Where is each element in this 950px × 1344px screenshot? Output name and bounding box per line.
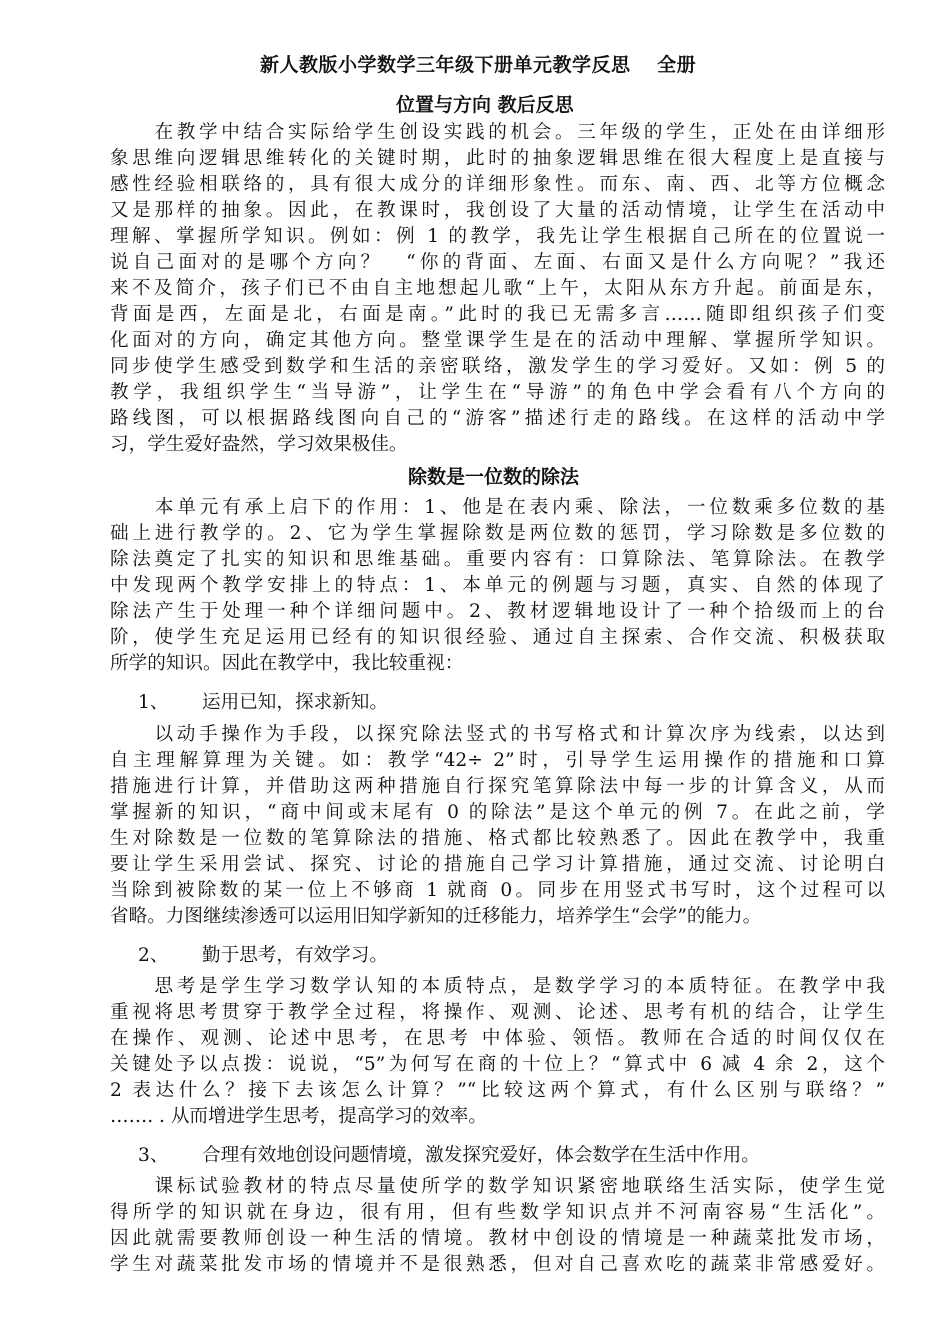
list-item-2 xyxy=(138,941,388,967)
text-line: 因此就需要教师创设一种生活的情境。教材中创设的情境是一种蔬菜批发市场， xyxy=(110,1228,885,1249)
text-line: 来不及简介，孩子们已不由自主地想起儿歌“上午，太阳从东方升起。前面是东， xyxy=(110,278,885,299)
text-line: 说自己面对的是哪个方向？ “你的背面、左面、右面又是什么方向呢？”我还 xyxy=(110,252,885,273)
text-line: 本单元有承上启下的作用：1、他是在表内乘、除法，一位数乘多位数的基 xyxy=(110,497,885,518)
section-heading-division: 除数是一位数的除法 xyxy=(408,466,580,488)
text-line: 课标试验教材的特点尽量使所学的数学知识紧密地联络生活实际，使学生觉 xyxy=(110,1176,885,1197)
section-heading-position-direction: 位置与方向 教后反思 xyxy=(396,94,574,116)
text-line: 省略。力图继续渗透可以运用旧知学新知的迁移能力，培养学生“会学”的能力。 xyxy=(110,906,762,927)
text-line: 教学，我组织学生“当导游”，让学生在“导游”的角色中学会看有八个方向的 xyxy=(110,382,885,403)
text-line: 阶，使学生充足运用已经有的知识很经验、通过自主探索、合作交流、积极获取 xyxy=(110,627,885,648)
text-line: 理解、掌握所学知识。例如：例 1 的教学，我先让学生根据自己所在的位置说一 xyxy=(110,226,885,247)
text-line: 同步使学生感受到数学和生活的亲密联络，激发学生的学习爱好。又如：例 5 的 xyxy=(110,356,885,377)
list-number: 1、 xyxy=(138,692,169,713)
list-number: 2、 xyxy=(138,945,169,966)
list-item-1 xyxy=(138,688,388,714)
text-line: 学生对蔬菜批发市场的情境并不是很熟悉，但对自己喜欢吃的蔬菜非常感爱好。 xyxy=(110,1254,885,1275)
text-line: 在操作、观测、论述中思考，在思考 中体验、领悟。教师在合适的时间仅仅在 xyxy=(110,1028,885,1049)
text-line: 思考是学生学习数学认知的本质特点，是数学学习的本质特征。在教学中我 xyxy=(110,976,885,997)
text-line: 以动手操作为手段，以探究除法竖式的书写格式和计算次序为线索，以达到 xyxy=(110,724,885,745)
text-line: 要让学生采用尝试、探究、讨论的措施自己学习计算措施，通过交流、讨论明白 xyxy=(110,854,885,875)
list-number: 3、 xyxy=(138,1145,169,1166)
text-line: 础上进行教学的。2、它为学生掌握除数是两位数的惩罚，学习除数是多位数的 xyxy=(110,523,885,544)
text-line: 中发现两个教学安排上的特点：1、本单元的例题与习题，真实、自然的体现了 xyxy=(110,575,885,596)
text-line: 在教学中结合实际给学生创设实践的机会。三年级的学生，正处在由详细形 xyxy=(110,122,885,143)
text-line: 当除到被除数的某一位上不够商 1 就商 0。同步在用竖式书写时，这个过程可以 xyxy=(110,880,885,901)
text-line: 除法奠定了扎实的知识和思维基础。重要内容有：口算除法、笔算除法。在教学 xyxy=(110,549,885,570)
text-line: 重视将思考贯穿于教学全过程，将操作、观测、论述、思考有机的结合，让学生 xyxy=(110,1002,885,1023)
text-line: 习，学生爱好盎然，学习效果极佳。 xyxy=(110,434,408,455)
text-line: 措施进行计算，并借助这两种措施自行探究笔算除法中每一步的计算含义，从而 xyxy=(110,776,885,797)
text-line: 感性经验相联络的，具有很大成分的详细形象性。而东、南、西、北等方位概念 xyxy=(110,174,885,195)
text-line: ……. . 从而增进学生思考，提高学习的效率。 xyxy=(110,1106,487,1127)
text-line: 象思维向逻辑思维转化的关键时期，此时的抽象逻辑思维在很大程度上是直接与 xyxy=(110,148,885,169)
text-line: 背面是西，左面是北，右面是南。”此时的我已无需多言……随即组织孩子们变 xyxy=(110,304,885,325)
text-line: 除法产生于处理一种个详细问题中。2、教材逻辑地设计了一种个拾级而上的台 xyxy=(110,601,885,622)
text-line: 自主理解算理为关键。如：教学“42÷ 2”时，引导学生运用操作的措施和口算 xyxy=(110,750,885,771)
text-line: 2 表达什么？接下去该怎么计算？”“比较这两个算式，有什么区别与联络？” xyxy=(110,1080,885,1101)
list-item-3 xyxy=(138,1141,760,1167)
text-line: 又是那样的抽象。因此，在教课时，我创设了大量的活动情境，让学生在活动中 xyxy=(110,200,885,221)
text-line: 路线图，可以根据路线图向自己的“游客”描述行走的路线。在这样的活动中学 xyxy=(110,408,885,429)
list-item-text: 运用已知，探求新知。 xyxy=(202,692,388,713)
text-line: 生对除数是一位数的笔算除法的措施、格式都比较熟悉了。因此在教学中，我重 xyxy=(110,828,885,849)
list-item-text: 合理有效地创设问题情境，激发探究爱好，体会数学在生活中作用。 xyxy=(202,1145,760,1166)
list-item-text: 勤于思考，有效学习。 xyxy=(202,945,388,966)
text-line: 掌握新的知识，“商中间或末尾有 0 的除法”是这个单元的例 7。在此之前，学 xyxy=(110,802,885,823)
text-line: 化面对的方向，确定其他方向。整堂课学生是在的活动中理解、掌握所学知识。 xyxy=(110,330,885,351)
text-line: 得所学的知识就在身边，很有用，但有些数学知识点并不河南容易“生活化”。 xyxy=(110,1202,885,1223)
text-line: 所学的知识。因此在教学中，我比较重视： xyxy=(110,653,464,674)
document-title: 新人教版小学数学三年级下册单元教学反思 全册 xyxy=(260,54,697,76)
text-line: 关键处予以点拨：说说，“5”为何写在商的十位上？“算式中 6 减 4 余 2，这个 xyxy=(110,1054,885,1075)
